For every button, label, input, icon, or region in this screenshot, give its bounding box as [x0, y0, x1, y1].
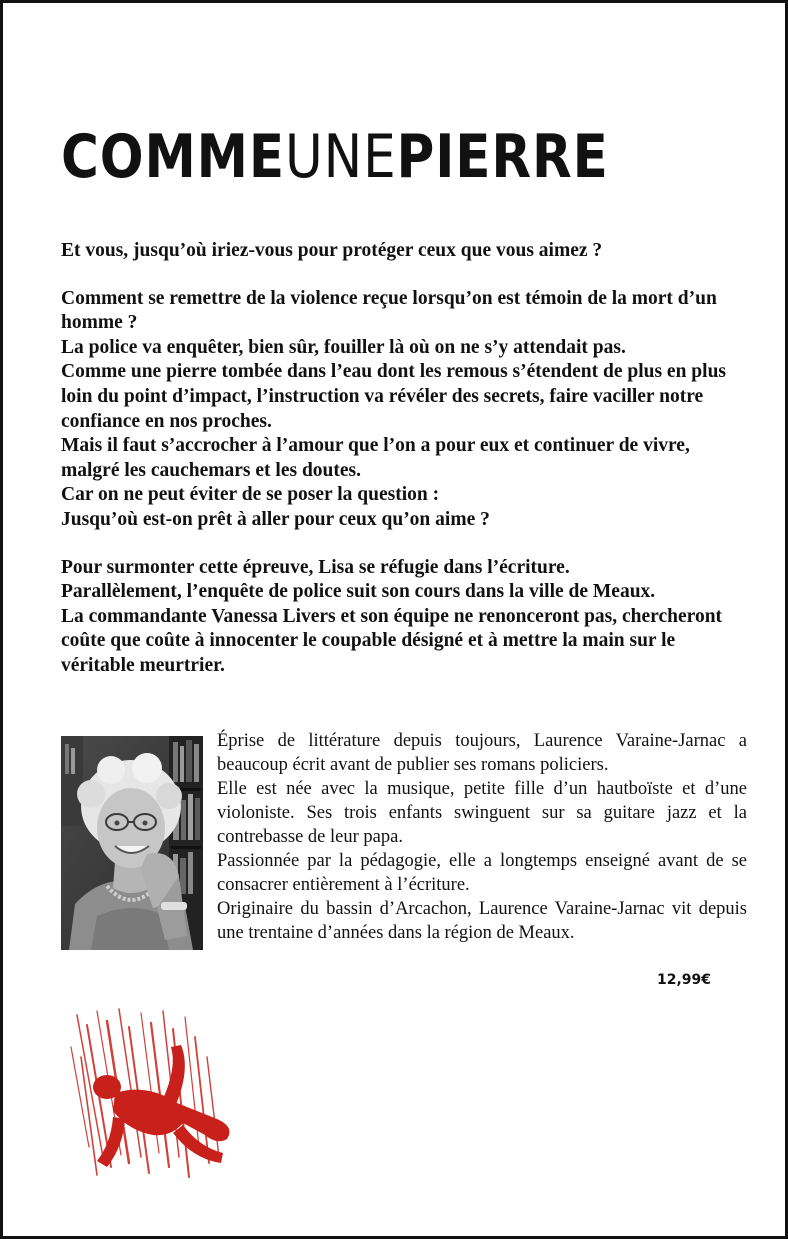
blurb-line: La commandante Vanessa Livers et son équipe ne renonceront pas, chercheront coûte que coûte à innocenter le coupable désigné et à mettre la main sur le véritable meurtrier.	[61, 605, 723, 676]
blurb-paragraph-2	[61, 287, 751, 533]
blurb-line: Comme une pierre tombée dans l’eau dont les remous s’étendent de plus en plus loin du point d’impact, l’instruction va révéler des secrets, faire vaciller notre confiance en nos proches.	[61, 361, 726, 432]
blurb-line: Parallèlement, l’enquête de police suit son cours dans la ville de Meaux.	[61, 581, 656, 603]
blurb-line: Mais il faut s’accrocher à l’amour que l’on a pour eux et continuer de vivre, malgré les cauchemars et les doutes.	[61, 435, 690, 481]
falling-figure-logo	[67, 1007, 243, 1183]
blurb-line: Car on ne peut éviter de se poser la question :	[61, 484, 440, 506]
blurb-paragraph-3	[61, 556, 751, 679]
price: 12,99€	[656, 972, 711, 988]
author-bio	[217, 729, 747, 945]
blurb	[61, 239, 751, 702]
author-photo	[61, 736, 203, 950]
blurb-line: Comment se remettre de la violence reçue lorsqu’on est témoin de la mort d’un homme ?	[61, 287, 717, 334]
title-part-une: UNE	[284, 122, 397, 192]
blurb-line: Pour surmonter cette épreuve, Lisa se réfugie dans l’écriture.	[61, 556, 570, 578]
blurb-line: Jusqu’où est-on prêt à aller pour ceux qu’on aime ?	[61, 508, 490, 530]
blurb-line: La police va enquêter, bien sûr, fouiller là où on ne s’y attendait pas.	[61, 336, 626, 358]
book-title	[61, 119, 609, 195]
bio-paragraph: Elle est née avec la musique, petite fille d’un hautboïste et d’une violoniste. Ses trois enfants swinguent sur sa guitare jazz et la contrebasse de leur papa.	[217, 779, 747, 847]
bio-paragraph: Passionnée par la pédagogie, elle a longtemps enseigné avant de se consacrer entièrement à l’écriture.	[217, 851, 747, 895]
title-part-comme: COMME	[61, 122, 285, 192]
title-part-pierre: PIERRE	[396, 122, 609, 192]
bio-paragraph: Originaire du bassin d’Arcachon, Laurence Varaine-Jarnac vit depuis une trentaine d’années dans la région de Meaux.	[217, 899, 747, 943]
bio-paragraph: Éprise de littérature depuis toujours, Laurence Varaine-Jarnac a beaucoup écrit avant de publier ses romans policiers.	[217, 731, 747, 775]
blurb-question: Et vous, jusqu’où iriez-vous pour protéger ceux que vous aimez ?	[61, 240, 603, 261]
